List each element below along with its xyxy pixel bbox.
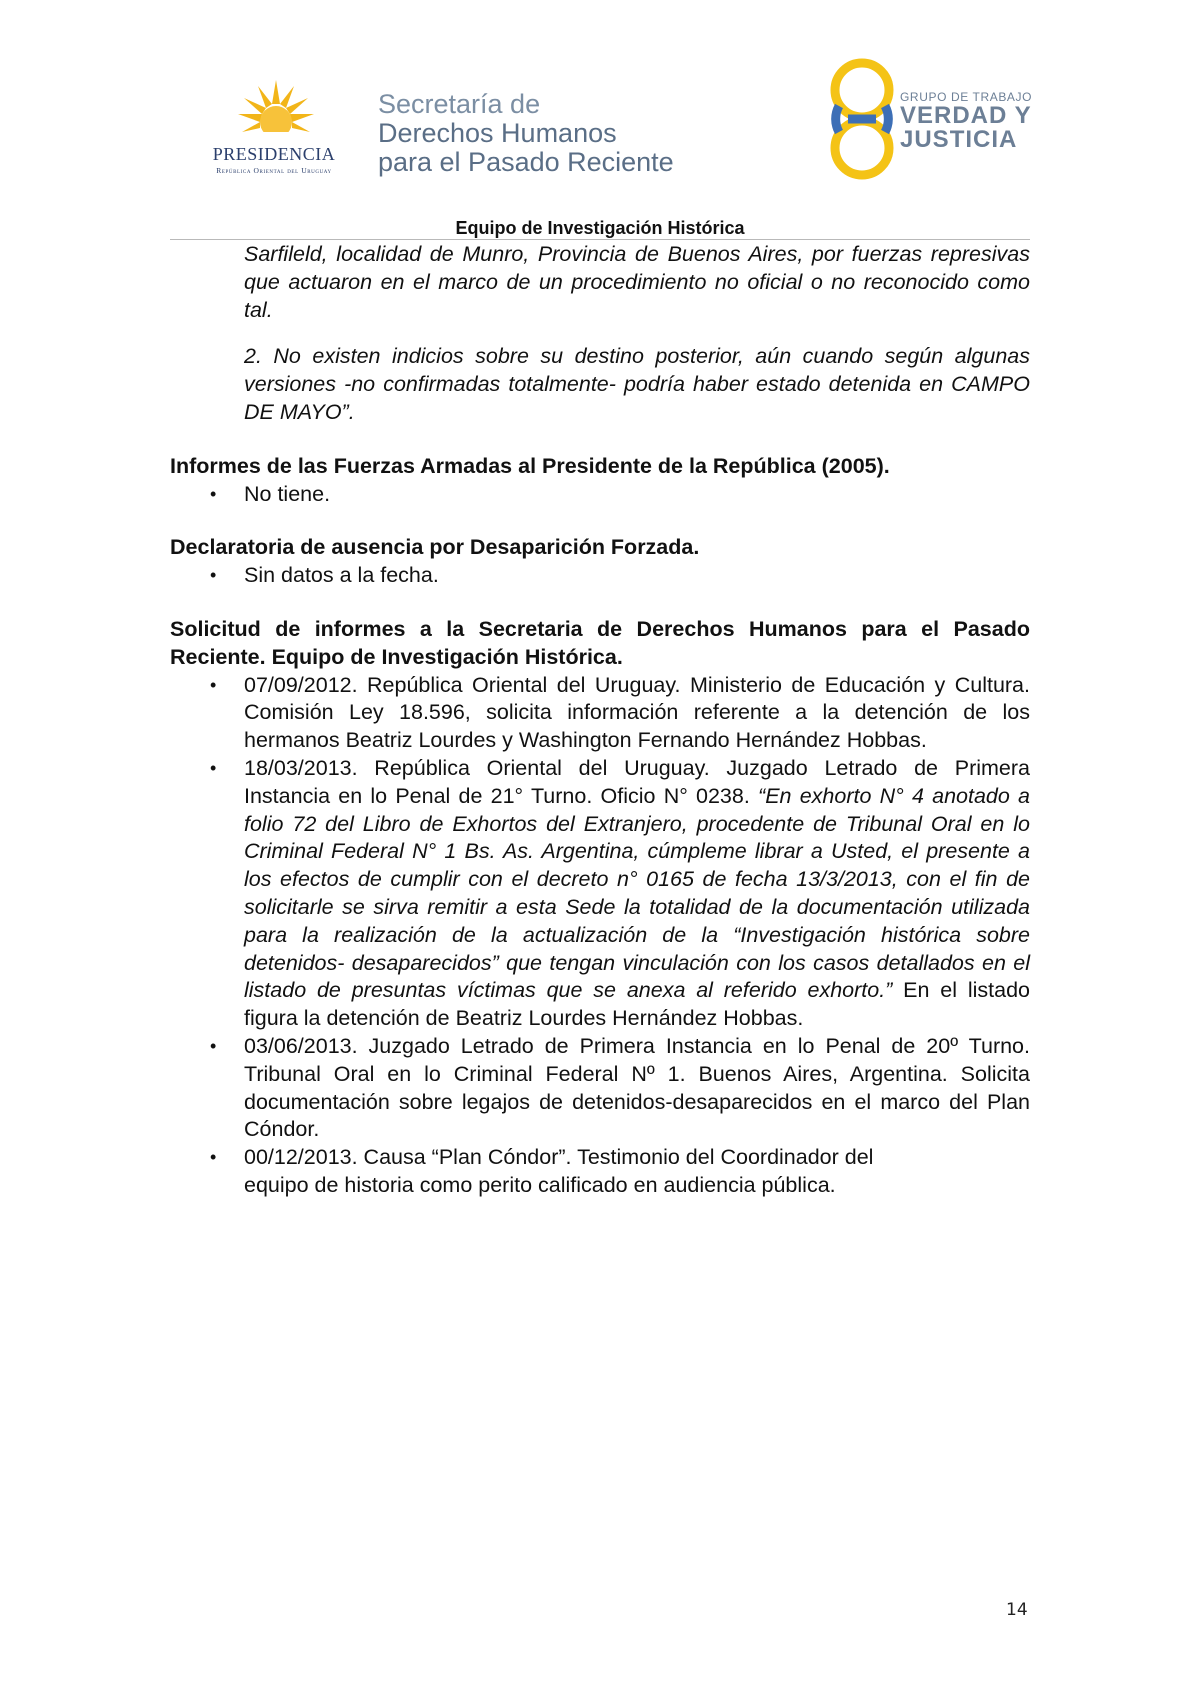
- heading-informes-ffaa: Informes de las Fuerzas Armadas al Presidente de la República (2005).: [170, 453, 890, 478]
- document-body: [170, 241, 1030, 1200]
- list-declaratoria: [170, 562, 1030, 590]
- page-number: 14: [1006, 1600, 1028, 1620]
- verdad-y-label: VERDAD Y: [900, 102, 1032, 129]
- sun-emblem-icon: [236, 78, 316, 142]
- bullet-icon: •: [210, 757, 217, 778]
- list-item: [170, 755, 1030, 1033]
- presidencia-logo: [196, 78, 352, 178]
- list-item-text: 07/09/2012. República Oriental del Uruguay. Ministerio de Educación y Cultura. Comisión Ley 18.596, solicita información referente a la detención de los hermanos Beatriz Lourdes y Washington Fernando Hernández Hobbas.: [244, 672, 1030, 753]
- equipo-title: Equipo de Investigación Histórica: [455, 218, 745, 238]
- grupo-de-trabajo-label: GRUPO DE TRABAJO: [900, 90, 1033, 104]
- list-item: [170, 481, 1030, 509]
- header-divider: [170, 239, 1030, 240]
- bullet-icon: •: [210, 483, 217, 504]
- list-solicitudes: [170, 672, 1030, 1145]
- secretaria-line-2: Derechos Humanos: [378, 118, 617, 148]
- presidencia-subtitle: República Oriental del Uruguay: [216, 166, 332, 175]
- list-item: [170, 1033, 1030, 1144]
- list-item-text: No tiene.: [244, 481, 331, 506]
- list-informes-ffaa: [170, 481, 1030, 509]
- list-item-text-line-1: 00/12/2013. Causa “Plan Cóndor”. Testimonio del Coordinador del: [244, 1145, 874, 1170]
- secretaria-logo-text: [378, 90, 674, 177]
- exhorto-quote: “En exhorto N° 4 anotado a folio 72 del Libro de Exhortos del Extranjero, procedente de Tribunal Oral en lo Criminal Federal N° 1 Bs. As. Argentina, cúmpleme librar a Usted, el presente a los efectos de cumplir con el decreto n° 0165 de fecha 13/3/2013, con el fin de solicitarle se sirva remitir a esta Sede la totalidad de la documentación utilizada para la realización de la actualización de la “Investigación histórica sobre detenidos- desaparecidos” que tengan vinculación con los casos detallados en el listado de presuntas víctimas que se anexa al referido exhorto.”: [244, 783, 1030, 1003]
- list-item: [170, 1144, 1030, 1200]
- list-item: [170, 672, 1030, 755]
- secretaria-line-3: para el Pasado Reciente: [378, 147, 674, 177]
- secretaria-line-1: Secretaría de: [378, 89, 541, 119]
- heading-solicitud-informes: Solicitud de informes a la Secretaria de Derechos Humanos para el Pasado Reciente. Equipo de Investigación Histórica.: [170, 616, 1030, 669]
- bullet-icon: •: [210, 1147, 217, 1168]
- verdad-y-justicia-logo: [826, 56, 1036, 182]
- quote-paragraph-1: Sarfileld, localidad de Munro, Provincia de Buenos Aires, por fuerzas represivas que actuaron en el marco de un procedimiento no oficial o no reconocido como tal.: [244, 242, 1030, 322]
- bullet-icon: •: [210, 565, 217, 586]
- justicia-label: JUSTICIA: [900, 126, 1018, 153]
- bullet-icon: •: [210, 1035, 217, 1056]
- list-item-text: 03/06/2013. Juzgado Letrado de Primera Instancia en lo Penal de 20º Turno. Tribunal Oral en lo Criminal Federal Nº 1. Buenos Aires, Argentina. Solicita documentación sobre legajos de detenidos-desaparecidos en el marco del Plan Cóndor.: [244, 1033, 1030, 1142]
- list-item-text: 18/03/2013. República Oriental del Uruguay. Juzgado Letrado de Primera Instancia en lo Penal de 21° Turno. Oficio N° 0238.: [244, 755, 1030, 808]
- list-item-text-tail: En el listado figura la detención de Beatriz Lourdes Hernández Hobbas.: [244, 978, 1030, 1031]
- list-item: [170, 562, 1030, 590]
- list-item-text: Sin datos a la fecha.: [244, 563, 439, 588]
- bullet-icon: •: [210, 674, 217, 695]
- list-item-text-line-2: equipo de historia como perito calificado en audiencia pública.: [244, 1172, 836, 1197]
- presidencia-name: PRESIDENCIA: [212, 144, 336, 164]
- heading-declaratoria: Declaratoria de ausencia por Desaparición Forzada.: [170, 535, 700, 560]
- rings-icon: [826, 56, 898, 182]
- list-solicitudes-cont: [170, 1144, 1030, 1200]
- quote-paragraph-2: 2. No existen indicios sobre su destino posterior, aún cuando según algunas versiones -no confirmadas totalmente- podría haber estado detenida en CAMPO DE MAYO”.: [244, 344, 1030, 424]
